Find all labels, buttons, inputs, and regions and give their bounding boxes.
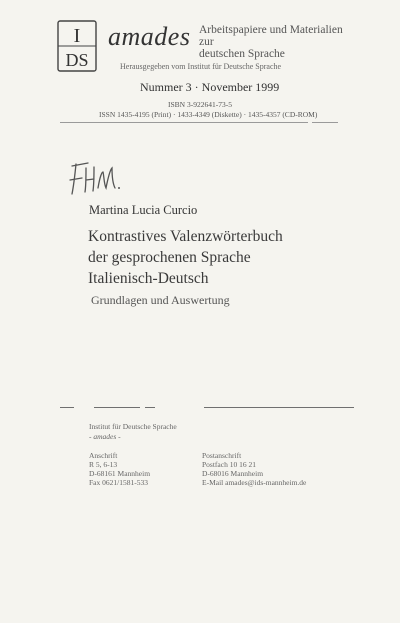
title-line-1: Kontrastives Valenzwörterbuch bbox=[88, 228, 283, 245]
address-fax: Fax 0621/1581-533 bbox=[89, 478, 148, 487]
header-divider bbox=[60, 122, 308, 123]
divider-segment-2 bbox=[94, 407, 140, 408]
divider-segment-4 bbox=[204, 407, 354, 408]
postal-box: Postfach 10 16 21 bbox=[202, 460, 256, 469]
header-divider-short bbox=[312, 122, 338, 123]
postal-label: Postanschrift bbox=[202, 451, 242, 460]
tagline-line-2: deutschen Sprache bbox=[199, 48, 285, 60]
issue-number: Nummer 3 · November 1999 bbox=[140, 80, 280, 94]
ids-logo bbox=[57, 20, 97, 72]
handwriting-text: FHW. bbox=[66, 158, 69, 159]
street-address bbox=[89, 451, 150, 487]
publisher-line: Herausgegeben vom Institut für Deutsche Sprache bbox=[120, 62, 282, 71]
handwritten-initials bbox=[66, 158, 126, 198]
institute-block bbox=[89, 422, 177, 442]
author-name: Martina Lucia Curcio bbox=[89, 203, 198, 217]
brand-name: amades bbox=[108, 22, 191, 51]
address-city: D-68161 Mannheim bbox=[89, 469, 151, 478]
address-street: R 5, 6-13 bbox=[89, 460, 118, 469]
institute-name: Institut für Deutsche Sprache bbox=[89, 422, 177, 431]
book-title bbox=[88, 226, 283, 289]
divider-segment-1 bbox=[60, 407, 74, 408]
logo-letters-ds: DS bbox=[65, 50, 89, 70]
series-name: - amades - bbox=[89, 432, 121, 441]
title-line-2: der gesprochenen Sprache bbox=[88, 249, 251, 266]
series-tagline bbox=[199, 24, 359, 60]
postal-city: D-68016 Mannheim bbox=[202, 469, 264, 478]
isbn-line: ISBN 3-922641-73-5 bbox=[168, 100, 232, 109]
tagline-line-1: Arbeitspapiere und Materialien zur bbox=[199, 24, 343, 48]
postal-address bbox=[202, 451, 306, 487]
address-label: Anschrift bbox=[89, 451, 118, 460]
divider-segment-3 bbox=[145, 407, 155, 408]
title-line-3: Italienisch-Deutsch bbox=[88, 270, 209, 287]
issn-line: ISSN 1435-4195 (Print) · 1433-4349 (Diskette) · 1435-4357 (CD-ROM) bbox=[99, 110, 318, 119]
logo-letter-i: I bbox=[73, 25, 81, 47]
book-subtitle: Grundlagen und Auswertung bbox=[91, 293, 230, 307]
postal-email: E-Mail amades@ids-mannheim.de bbox=[202, 478, 307, 487]
